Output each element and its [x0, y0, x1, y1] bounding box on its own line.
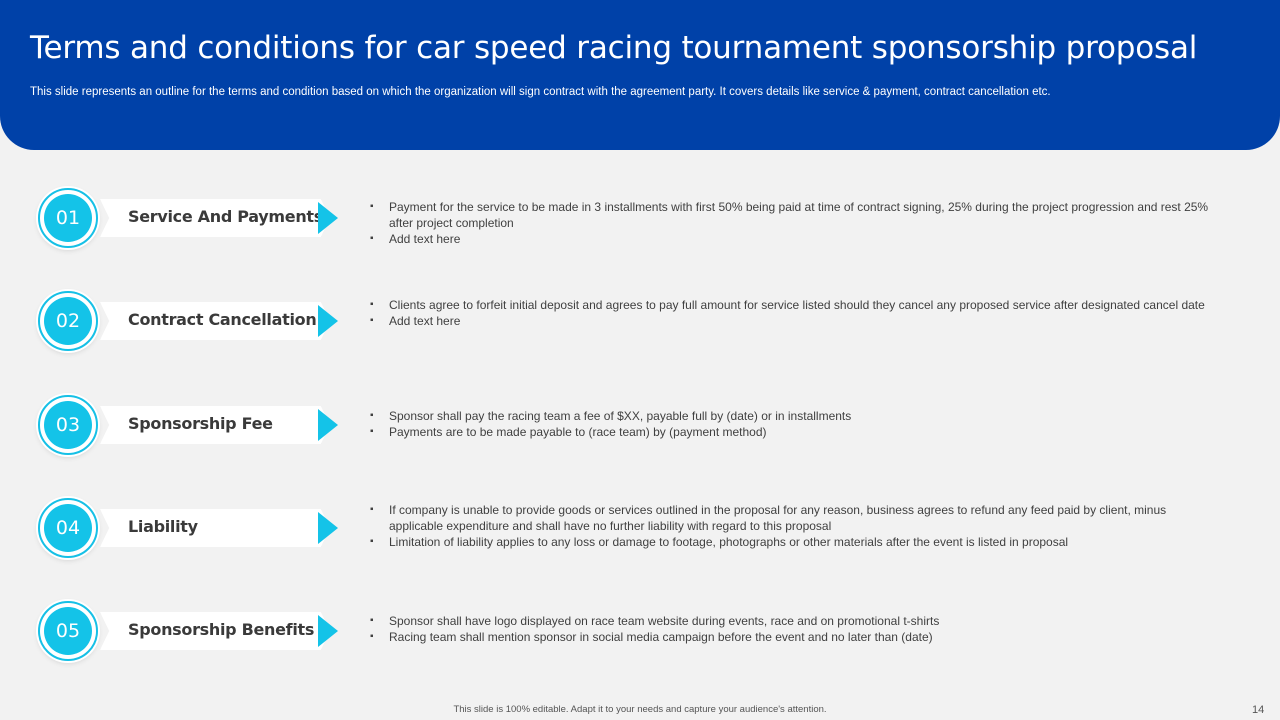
number-circle	[38, 395, 98, 455]
slide-subtitle: This slide represents an outline for the terms and condition based on which the organization will sign contract with the agreement party. It covers details like service & payment, contract cancellation etc.	[30, 86, 1051, 98]
number-badge: 01	[44, 194, 92, 242]
bullet-item: ▪ Payment for the service to be made in 3 installments with first 50% being paid at time of contract signing, 25% during the project progression and rest 25% after project completion	[370, 199, 1220, 231]
term-label: Liability	[128, 517, 198, 536]
chevron-right-icon	[318, 512, 338, 544]
number-circle	[38, 601, 98, 661]
chevron-right-icon	[318, 409, 338, 441]
chevron-right-icon	[318, 202, 338, 234]
term-bullets-sponsorship-fee	[370, 408, 1220, 440]
term-bullets-liability	[370, 502, 1220, 550]
page-number: 14	[1252, 704, 1265, 716]
header-banner	[0, 0, 1280, 150]
term-label: Sponsorship Benefits	[128, 620, 315, 639]
term-bullets-sponsorship-benefits	[370, 613, 1220, 645]
number-badge: 03	[44, 401, 92, 449]
chevron-right-icon	[318, 305, 338, 337]
term-bullets-contract-cancellation	[370, 297, 1220, 329]
bullet-item: ▪ Sponsor shall pay the racing team a fee of $XX, payable full by (date) or in installments	[370, 408, 1220, 424]
number-circle	[38, 498, 98, 558]
term-label: Sponsorship Fee	[128, 414, 273, 433]
term-label: Service And Payments	[128, 207, 324, 226]
number-circle	[38, 291, 98, 351]
number-badge: 02	[44, 297, 92, 345]
term-label: Contract Cancellation	[128, 310, 317, 329]
bullet-item: ▪ Add text here	[370, 231, 1220, 247]
chevron-right-icon	[318, 615, 338, 647]
bullet-item: ▪ Add text here	[370, 313, 1220, 329]
number-badge: 04	[44, 504, 92, 552]
bullet-item: ▪ Clients agree to forfeit initial deposit and agrees to pay full amount for service listed should they cancel any proposed service after designated cancel date	[370, 297, 1220, 313]
number-badge: 05	[44, 607, 92, 655]
bullet-item: ▪ Sponsor shall have logo displayed on race team website during events, race and on promotional t-shirts	[370, 613, 1220, 629]
bullet-item: ▪ If company is unable to provide goods or services outlined in the proposal for any reason, business agrees to refund any feed paid by client, minus applicable expenditure and shall have no further liability with regard to this proposal	[370, 502, 1220, 534]
number-circle	[38, 188, 98, 248]
bullet-item: ▪ Racing team shall mention sponsor in social media campaign before the event and no later than (date)	[370, 629, 1220, 645]
bullet-item: ▪ Payments are to be made payable to (race team) by (payment method)	[370, 424, 1220, 440]
term-bullets-service-payments	[370, 199, 1220, 247]
bullet-item: ▪ Limitation of liability applies to any loss or damage to footage, photographs or other materials after the event is listed in proposal	[370, 534, 1090, 550]
slide-title: Terms and conditions for car speed racing tournament sponsorship proposal	[30, 30, 1198, 66]
footer-note: This slide is 100% editable. Adapt it to your needs and capture your audience's attention.	[453, 704, 827, 715]
